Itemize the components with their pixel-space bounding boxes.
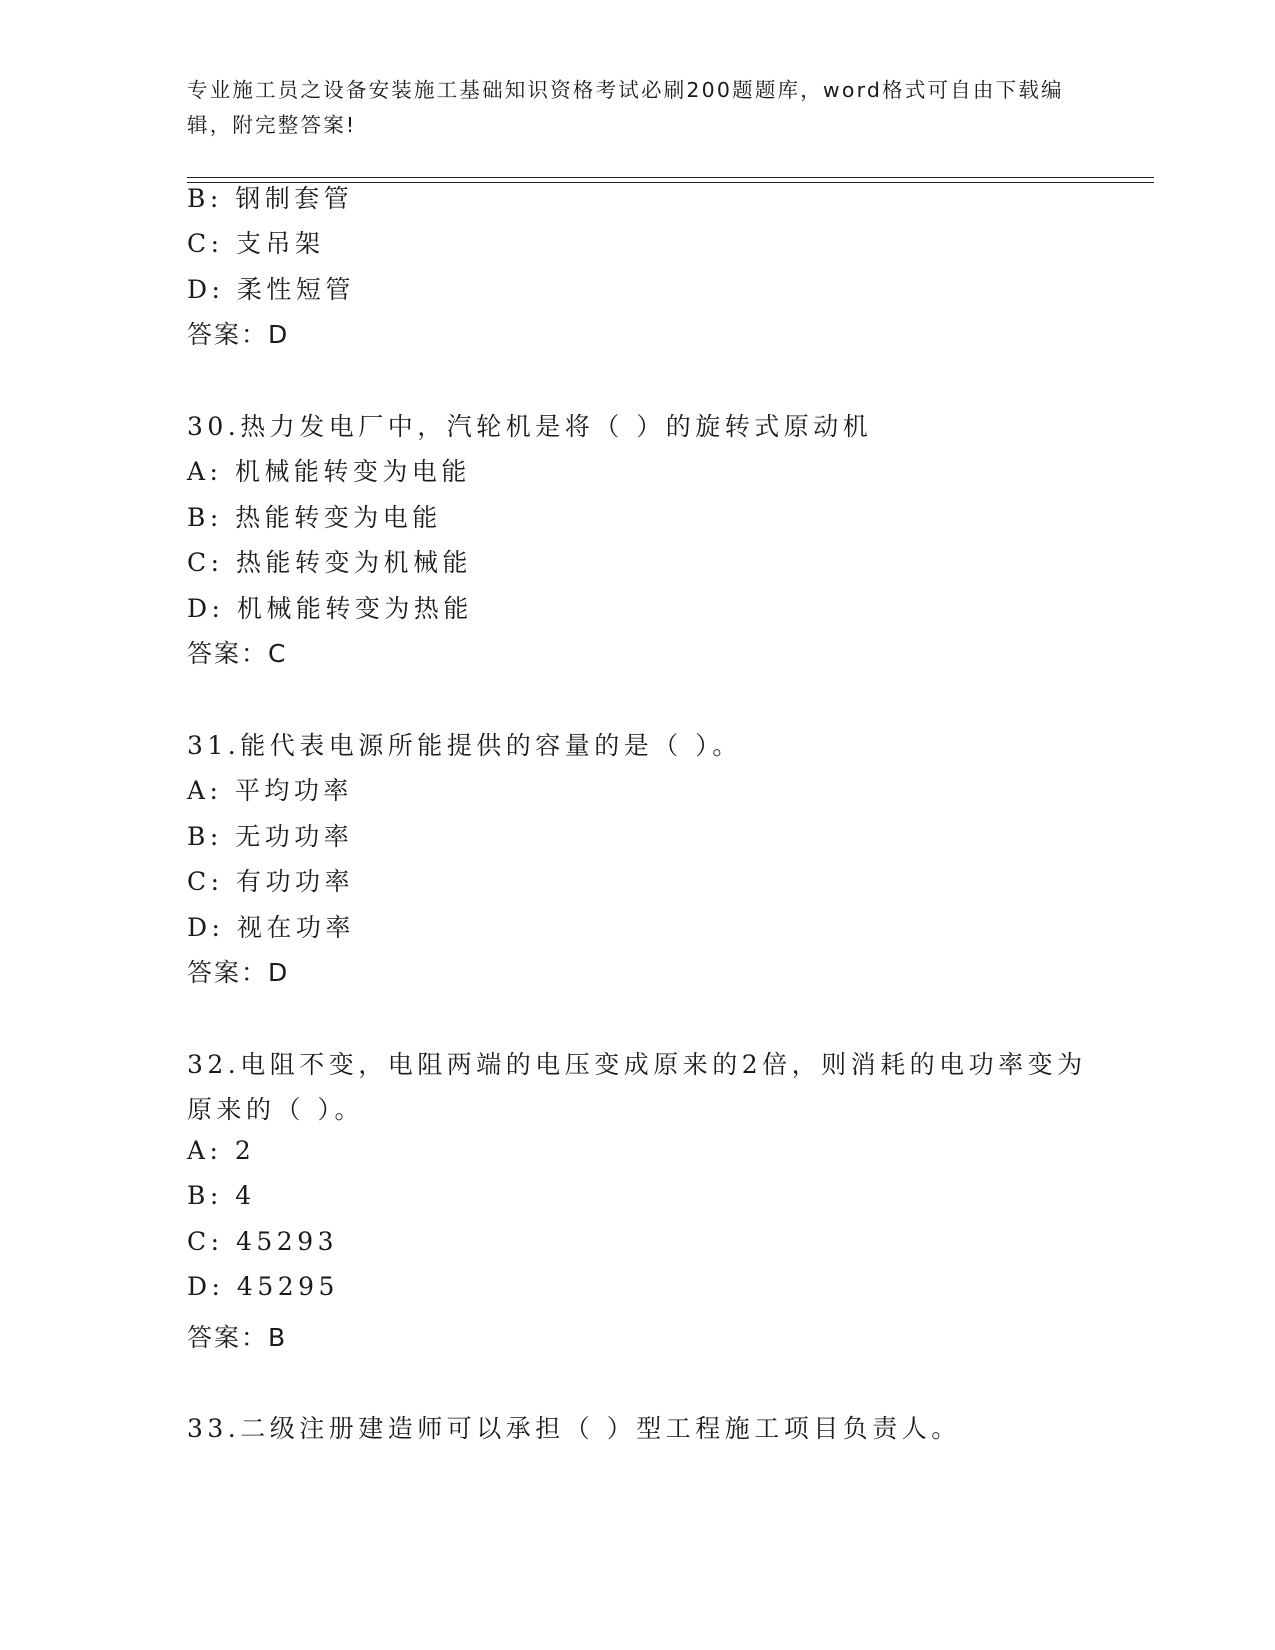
option-line: C: 支吊架 xyxy=(187,229,325,258)
option-line: D: 视在功率 xyxy=(187,913,355,942)
option-line: C: 热能转变为机械能 xyxy=(187,548,472,577)
option-line: D: 柔性短管 xyxy=(187,275,355,304)
option-line: C: 45293 xyxy=(187,1227,339,1256)
option-line: B: 无功功率 xyxy=(187,822,354,851)
option-line: A: 2 xyxy=(187,1136,256,1165)
question-text: 33.二级注册建造师可以承担（ ）型工程施工项目负责人。 xyxy=(187,1414,961,1443)
question-text: 32.电阻不变，电阻两端的电压变成原来的2倍，则消耗的电功率变为 xyxy=(187,1050,1087,1079)
answer-line: 答案：D xyxy=(187,958,290,987)
answer-line: 答案：C xyxy=(187,639,288,668)
option-line: C: 有功功率 xyxy=(187,867,354,896)
document-header: 专业施工员之设备安装施工基础知识资格考试必刷200题题库，word格式可自由下载编辑，附完整答案! xyxy=(187,78,1064,137)
answer-line: 答案：B xyxy=(187,1323,288,1352)
option-line: D: 机械能转变为热能 xyxy=(187,594,473,623)
option-line: D: 45295 xyxy=(187,1272,339,1301)
header-rule-top xyxy=(187,177,1154,178)
option-line: A: 机械能转变为电能 xyxy=(187,457,471,486)
question-text: 30.热力发电厂中，汽轮机是将（ ）的旋转式原动机 xyxy=(187,412,873,441)
option-line: B: 热能转变为电能 xyxy=(187,503,442,532)
question-text: 原来的（ ）。 xyxy=(187,1095,364,1124)
option-line: A: 平均功率 xyxy=(187,776,353,805)
question-text: 31.能代表电源所能提供的容量的是（ ）。 xyxy=(187,731,742,760)
option-line: B: 4 xyxy=(187,1181,256,1210)
option-line: B: 钢制套管 xyxy=(187,184,354,213)
answer-line: 答案：D xyxy=(187,320,290,349)
